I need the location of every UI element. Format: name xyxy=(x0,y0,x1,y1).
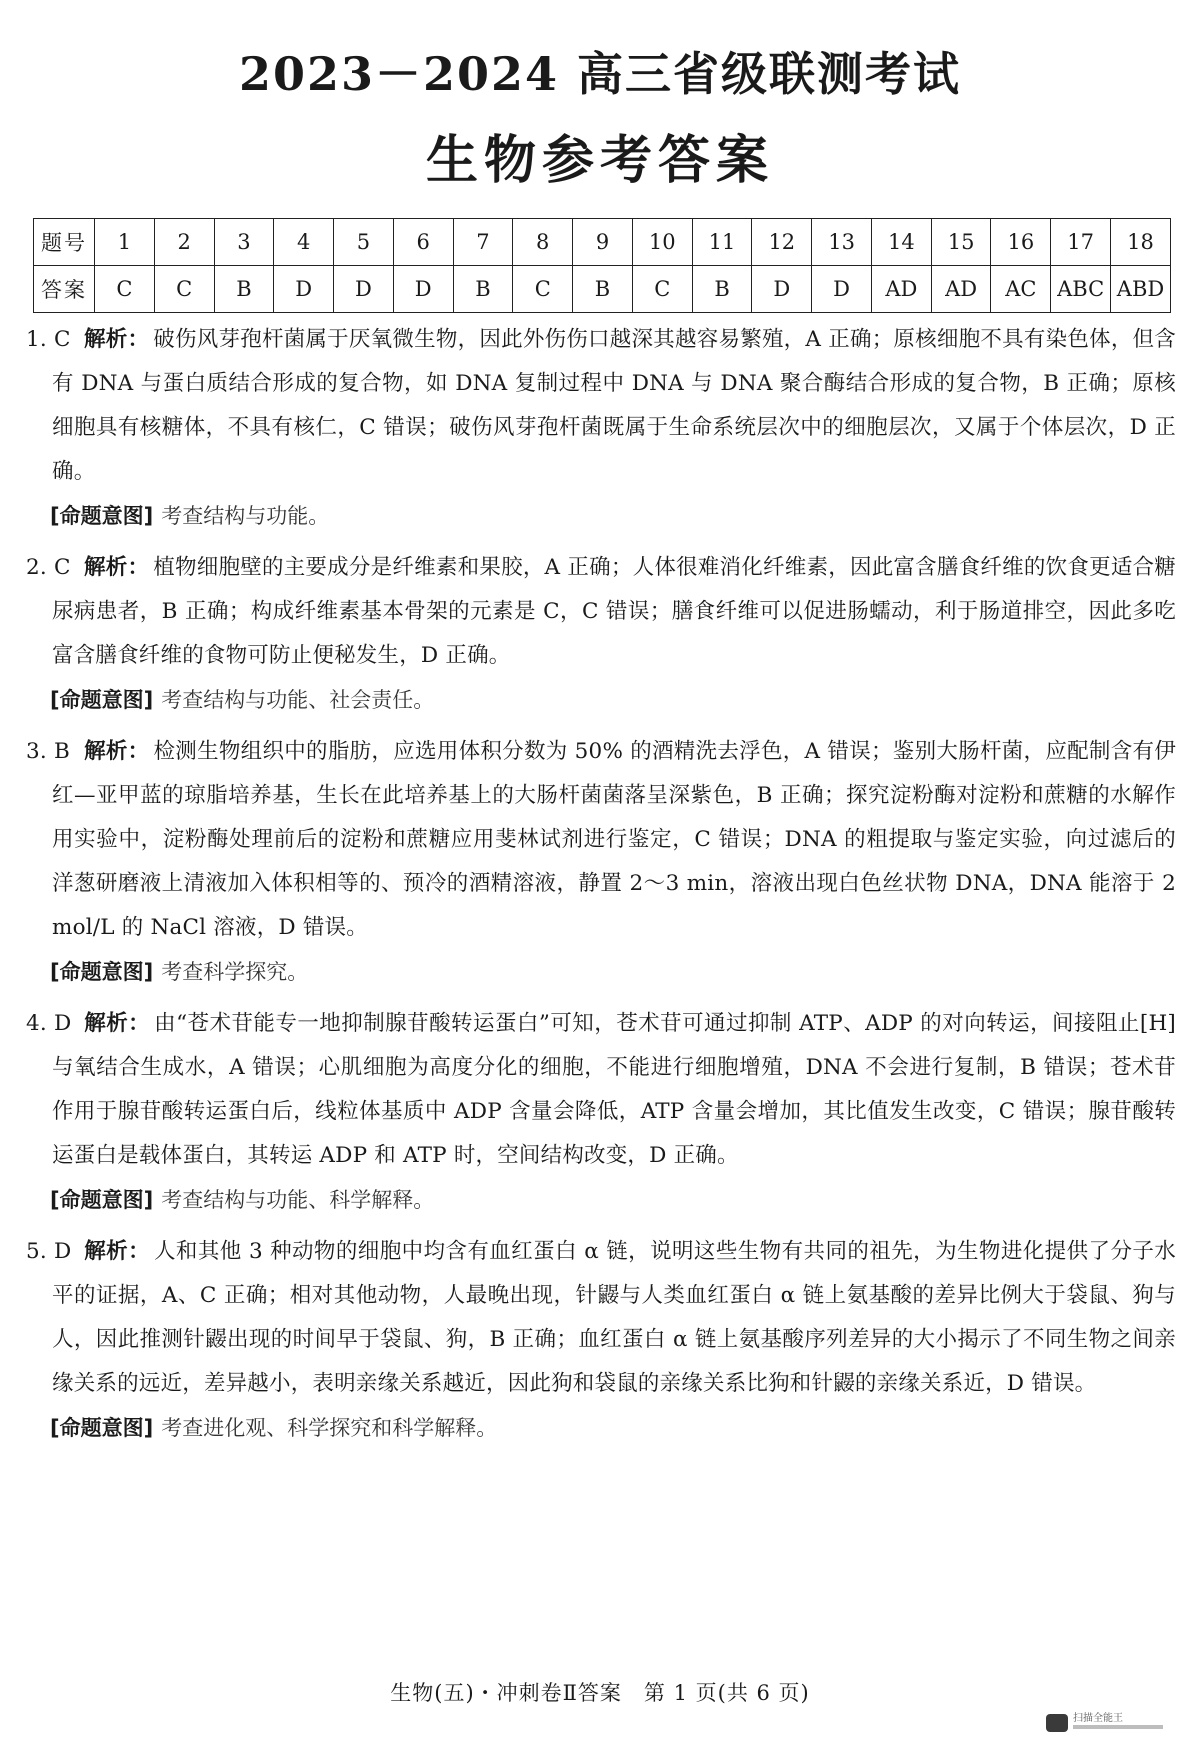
analysis-item xyxy=(26,730,1176,994)
question-number: 2 xyxy=(154,219,214,266)
analysis-text: 检测生物组织中的脂肪，应选用体积分数为 50% 的酒精洗去浮色，A 错误；鉴别大肠杆菌，应配制含有伊红—亚甲蓝的琼脂培养基，生长在此培养基上的大肠杆菌菌落呈深紫色，B 正确；探究淀粉酶对淀粉和蔗糖的水解作用实验中，淀粉酶处理前后的淀粉和蔗糖应用斐林试剂进行鉴定，C 错误；DNA 的粗提取与鉴定实验，向过滤后的洋葱研磨液上清液加入体积相等的、预冷的酒精溶液，静置 2～3 min，溶液出现白色丝状物 DNA，DNA 能溶于 2 mol/L 的 NaCl 溶液，D 错误。 xyxy=(52,739,1176,940)
analysis-paragraph xyxy=(26,1230,1176,1406)
intent-line xyxy=(26,678,1176,722)
question-number: 17 xyxy=(1051,219,1111,266)
row-label-answer: 答案 xyxy=(34,266,95,313)
question-number: 8 xyxy=(513,219,573,266)
analysis-item xyxy=(26,1230,1176,1450)
intent-line xyxy=(26,494,1176,538)
analysis-label: 解析： xyxy=(84,327,150,352)
answer-cell: B xyxy=(453,266,513,313)
question-number: 3 xyxy=(214,219,274,266)
intent-text: 考查进化观、科学探究和科学解释。 xyxy=(161,1416,498,1440)
question-number: 16 xyxy=(991,219,1051,266)
question-number: 15 xyxy=(931,219,991,266)
watermark-subline xyxy=(1073,1725,1163,1729)
analysis-text: 人和其他 3 种动物的细胞中均含有血红蛋白 α 链，说明这些生物有共同的祖先，为生物进化提供了分子水平的证据，A、C 正确；相对其他动物，人最晚出现，针鼹与人类血红蛋白 α 链上氨基酸的差异比例大于袋鼠、狗与人，因此推测针鼹出现的时间早于袋鼠、狗，B 正确；血红蛋白 α 链上氨基酸序列差异的大小揭示了不同生物之间亲缘关系的远近，差异越小，表明亲缘关系越近，因此狗和袋鼠的亲缘关系比狗和针鼹的亲缘关系近，D 错误。 xyxy=(52,1239,1176,1396)
answer-cell: D xyxy=(274,266,334,313)
scanner-logo-icon xyxy=(1046,1714,1068,1732)
answer-cell: AC xyxy=(991,266,1051,313)
answer-cell: C xyxy=(95,266,155,313)
analysis-list xyxy=(26,318,1176,1458)
answer-cell: AD xyxy=(931,266,991,313)
intent-label: [命题意图] xyxy=(50,688,154,712)
analysis-text: 植物细胞壁的主要成分是纤维素和果胶，A 正确；人体很难消化纤维素，因此富含膳食纤维的饮食更适合糖尿病患者，B 正确；构成纤维素基本骨架的元素是 C，C 错误；膳食纤维可以促进肠蠕动，利于肠道排空，因此多吃富含膳食纤维的食物可防止便秘发生，D 正确。 xyxy=(52,555,1176,668)
analysis-text: 破伤风芽孢杆菌属于厌氧微生物，因此外伤伤口越深其越容易繁殖，A 正确；原核细胞不具有染色体，但含有 DNA 与蛋白质结合形成的复合物，如 DNA 复制过程中 DNA 与 DNA 聚合酶结合形成的复合物，B 正确；原核细胞具有核糖体，不具有核仁，C 错误；破伤风芽孢杆菌既属于生命系统层次中的细胞层次，又属于个体层次，D 正确。 xyxy=(52,327,1176,484)
intent-text: 考查结构与功能。 xyxy=(161,504,330,528)
analysis-text: 由“苍术苷能专一地抑制腺苷酸转运蛋白”可知，苍术苷可通过抑制 ATP、ADP 的对向转运，间接阻止[H]与氧结合生成水，A 错误；心肌细胞为高度分化的细胞，不能进行细胞增殖，DNA 不会进行复制，B 错误；苍术苷作用于腺苷酸转运蛋白后，线粒体基质中 ADP 含量会降低，ATP 含量会增加，其比值发生改变，C 错误；腺苷酸转运蛋白是载体蛋白，其转运 ADP 和 ATP 时，空间结构改变，D 正确。 xyxy=(52,1011,1176,1168)
answer-cell: C xyxy=(154,266,214,313)
answer-cell: D xyxy=(752,266,812,313)
page-title: 生物参考答案 xyxy=(425,130,774,191)
item-number: 3. B xyxy=(26,739,70,764)
answer-cell: ABD xyxy=(1111,266,1171,313)
answer-cell: B xyxy=(214,266,274,313)
analysis-label: 解析： xyxy=(84,555,150,580)
scanner-watermark xyxy=(1046,1712,1166,1734)
intent-text: 考查科学探究。 xyxy=(161,960,309,984)
answer-cell: D xyxy=(812,266,872,313)
intent-label: [命题意图] xyxy=(50,1416,154,1440)
analysis-label: 解析： xyxy=(84,739,150,764)
question-number: 12 xyxy=(752,219,812,266)
intent-text: 考查结构与功能、社会责任。 xyxy=(161,688,435,712)
watermark-text: 扫描全能王 xyxy=(1073,1713,1123,1724)
answer-cell: C xyxy=(513,266,573,313)
question-number: 6 xyxy=(393,219,453,266)
intent-label: [命题意图] xyxy=(50,1188,154,1212)
intent-line xyxy=(26,950,1176,994)
intent-label: [命题意图] xyxy=(50,504,154,528)
analysis-label: 解析： xyxy=(84,1011,151,1036)
analysis-item xyxy=(26,318,1176,538)
question-number: 4 xyxy=(274,219,334,266)
question-number: 1 xyxy=(95,219,155,266)
analysis-paragraph xyxy=(26,730,1176,950)
page-footer: 生物(五)・冲刺卷Ⅱ答案 第 1 页(共 6 页) xyxy=(390,1681,810,1705)
item-number: 4. D xyxy=(26,1011,72,1036)
question-number: 10 xyxy=(632,219,692,266)
row-label-number: 题号 xyxy=(34,219,95,266)
answer-cell: AD xyxy=(871,266,931,313)
question-number: 5 xyxy=(334,219,394,266)
question-number: 11 xyxy=(692,219,752,266)
analysis-paragraph xyxy=(26,1002,1176,1178)
question-number: 13 xyxy=(812,219,872,266)
intent-text: 考查结构与功能、科学解释。 xyxy=(161,1188,435,1212)
answer-cell: D xyxy=(393,266,453,313)
item-number: 5. D xyxy=(26,1239,72,1264)
analysis-item xyxy=(26,1002,1176,1222)
question-number: 18 xyxy=(1111,219,1171,266)
exam-title: 2023－2024 高三省级联测考试 xyxy=(238,47,962,101)
answer-table xyxy=(33,218,1171,313)
question-number: 9 xyxy=(573,219,633,266)
answer-cell: ABC xyxy=(1051,266,1111,313)
answer-cell: B xyxy=(692,266,752,313)
answer-row xyxy=(34,266,1171,313)
question-number: 7 xyxy=(453,219,513,266)
answer-cell: B xyxy=(573,266,633,313)
analysis-item xyxy=(26,546,1176,722)
intent-label: [命题意图] xyxy=(50,960,154,984)
item-number: 1. C xyxy=(26,327,71,352)
answer-cell: D xyxy=(334,266,394,313)
answer-cell: C xyxy=(632,266,692,313)
analysis-paragraph xyxy=(26,546,1176,678)
item-number: 2. C xyxy=(26,555,71,580)
question-number-row xyxy=(34,219,1171,266)
intent-line xyxy=(26,1406,1176,1450)
analysis-label: 解析： xyxy=(84,1239,150,1264)
question-number: 14 xyxy=(871,219,931,266)
intent-line xyxy=(26,1178,1176,1222)
analysis-paragraph xyxy=(26,318,1176,494)
